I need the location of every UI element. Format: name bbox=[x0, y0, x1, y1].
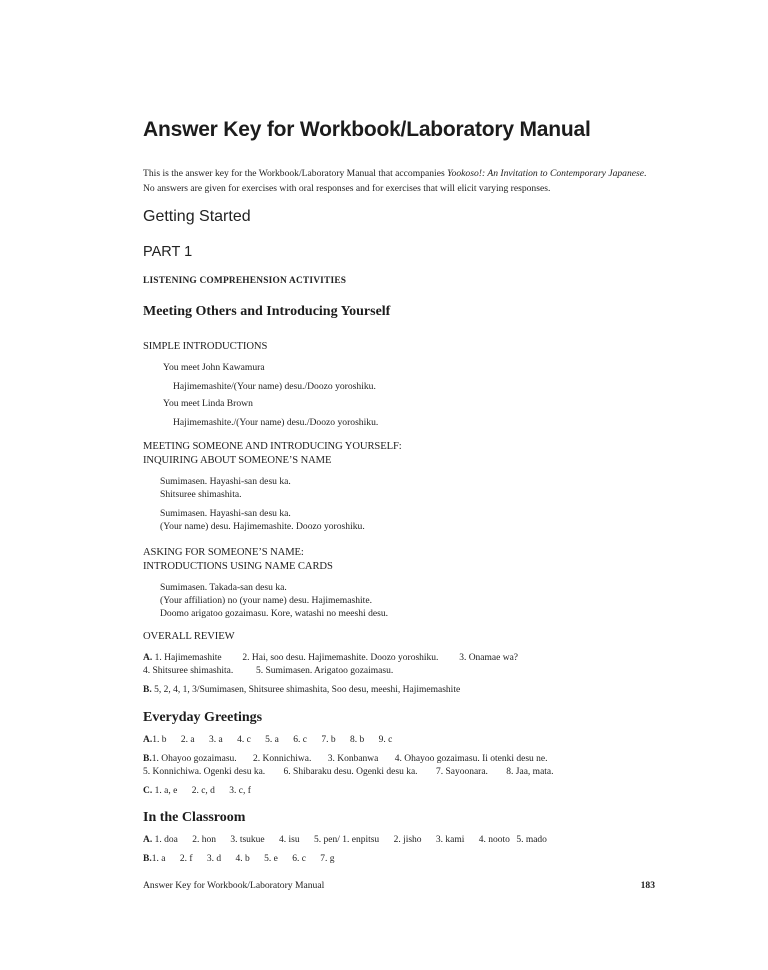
answer-label: A. bbox=[143, 835, 153, 845]
answer-item: 3. a bbox=[208, 735, 223, 745]
answer-item: 6. Shibaraku desu. Ogenki desu ka. bbox=[283, 767, 418, 777]
section-heading-greetings: Everyday Greetings bbox=[143, 710, 263, 725]
answer-item: 5. a bbox=[265, 735, 279, 745]
intro-text-1: This is the answer key for the Workbook/Laboratory Manual that accompanies bbox=[143, 168, 448, 179]
answer-line: Hajimemashite/(Your name) desu./Doozo yoroshiku. bbox=[173, 381, 376, 392]
answer-item: 1. b bbox=[152, 735, 167, 745]
overall-review-a-row2 bbox=[143, 665, 393, 678]
subheading-meeting-someone-1: MEETING SOMEONE AND INTRODUCING YOURSELF: bbox=[143, 441, 402, 452]
answer-item: 4. nooto bbox=[478, 835, 510, 845]
overall-review-b bbox=[143, 684, 460, 697]
prompt-line: You meet Linda Brown bbox=[163, 398, 253, 409]
answer-item: 5. Konnichiwa. Ogenki desu ka. bbox=[143, 767, 266, 777]
answer-line: (Your affiliation) no (your name) desu. Hajimemashite. bbox=[160, 595, 372, 606]
answer-item: 2. hon bbox=[192, 835, 216, 845]
intro-paragraph bbox=[143, 166, 658, 196]
answer-item: 2. Hai, soo desu. Hajimemashite. Doozo yoroshiku. bbox=[242, 653, 439, 663]
answer-item: 4. Shitsuree shimashita. bbox=[143, 666, 234, 676]
answer-item: 4. isu bbox=[279, 835, 300, 845]
answer-item: 1. doa bbox=[154, 835, 178, 845]
answer-item: 4. b bbox=[235, 854, 250, 864]
page-title: Answer Key for Workbook/Laboratory Manual bbox=[143, 118, 591, 141]
intro-text-2: . No answers are given for exercises with oral responses and for exercises that will elicit varying responses. bbox=[143, 168, 647, 194]
answer-label: B. bbox=[143, 754, 152, 764]
answer-line: Sumimasen. Hayashi-san desu ka. bbox=[160, 508, 291, 519]
answer-item: 1. Hajimemashite bbox=[154, 653, 222, 663]
answer-item: 8. b bbox=[349, 735, 365, 745]
answer-line: (Your name) desu. Hajimemashite. Doozo yoroshiku. bbox=[160, 521, 365, 532]
subheading-asking-name-1: ASKING FOR SOMEONE’S NAME: bbox=[143, 547, 304, 558]
answer-item: 2. c, d bbox=[191, 786, 215, 796]
subheading-overall-review: OVERALL REVIEW bbox=[143, 631, 235, 642]
subheading-simple-introductions: SIMPLE INTRODUCTIONS bbox=[143, 341, 268, 352]
answer-item: 2. jisho bbox=[393, 835, 422, 845]
answer-item: 5. e bbox=[264, 854, 278, 864]
chapter-heading: Getting Started bbox=[143, 208, 251, 225]
answer-item: 5. Sumimasen. Arigatoo gozaimasu. bbox=[256, 666, 394, 676]
answer-item: 9. c bbox=[378, 735, 393, 745]
answer-item: 2. Konnichiwa. bbox=[253, 754, 312, 764]
answer-line: Hajimemashite./(Your name) desu./Doozo yoroshiku. bbox=[173, 417, 379, 428]
classroom-b bbox=[143, 853, 335, 866]
greetings-b-row2 bbox=[143, 766, 554, 779]
page-number: 183 bbox=[640, 880, 655, 891]
answer-item: 8. Jaa, mata. bbox=[506, 767, 554, 777]
answer-label: A. bbox=[143, 735, 153, 745]
answer-item: 7. Sayoonara. bbox=[435, 767, 488, 777]
answer-item: 4. c bbox=[237, 735, 251, 745]
intro-book-title: Yookoso!: An Invitation to Contemporary Japanese bbox=[447, 168, 645, 179]
answer-item: 4. Ohayoo gozaimasu. Ii otenki desu ne. bbox=[394, 754, 548, 764]
answer-line: Sumimasen. Hayashi-san desu ka. bbox=[160, 476, 291, 487]
part-heading: PART 1 bbox=[143, 244, 193, 260]
answer-item: 1. a, e bbox=[154, 786, 178, 796]
answer-item: 2. f bbox=[179, 854, 193, 864]
section-heading-meeting: Meeting Others and Introducing Yourself bbox=[143, 304, 391, 319]
answer-item: 7. g bbox=[320, 854, 335, 864]
answer-line: Shitsuree shimashita. bbox=[160, 489, 242, 500]
document-page bbox=[143, 0, 655, 970]
answer-item: 5. pen/ 1. enpitsu bbox=[314, 835, 380, 845]
section-heading-classroom: In the Classroom bbox=[143, 810, 246, 825]
answer-item: 1. a bbox=[151, 854, 166, 864]
answer-label: B. bbox=[143, 685, 152, 695]
activity-heading: LISTENING COMPREHENSION ACTIVITIES bbox=[143, 276, 347, 286]
answer-text: 5, 2, 4, 1, 3/Sumimasen, Shitsuree shimashita, Soo desu, meeshi, Hajimemashite bbox=[154, 685, 461, 695]
prompt-line: You meet John Kawamura bbox=[163, 362, 265, 373]
answer-item: 6. c bbox=[292, 854, 306, 864]
answer-item: 3. tsukue bbox=[230, 835, 265, 845]
answer-label: C. bbox=[143, 786, 153, 796]
classroom-a bbox=[143, 834, 547, 847]
subheading-asking-name-2: INTRODUCTIONS USING NAME CARDS bbox=[143, 561, 333, 572]
answer-item: 2. a bbox=[180, 735, 195, 745]
answer-item: 7. b bbox=[321, 735, 336, 745]
answer-label: A. bbox=[143, 653, 153, 663]
subheading-meeting-someone-2: INQUIRING ABOUT SOMEONE’S NAME bbox=[143, 455, 332, 466]
greetings-b-row1 bbox=[143, 753, 548, 766]
running-title: Answer Key for Workbook/Laboratory Manual bbox=[143, 880, 325, 891]
answer-item: 3. kami bbox=[435, 835, 465, 845]
answer-item: 3. Konbanwa bbox=[327, 754, 379, 764]
answer-item: 6. c bbox=[293, 735, 307, 745]
answer-label: B. bbox=[143, 854, 152, 864]
answer-line: Doomo arigatoo gozaimasu. Kore, watashi no meeshi desu. bbox=[160, 608, 389, 619]
answer-line: Sumimasen. Takada-san desu ka. bbox=[160, 582, 287, 593]
overall-review-a-row1 bbox=[143, 652, 518, 665]
answer-item: 5. mado bbox=[516, 835, 547, 845]
greetings-c bbox=[143, 785, 251, 798]
greetings-a bbox=[143, 734, 392, 747]
answer-item: 3. d bbox=[206, 854, 222, 864]
answer-item: 3. Onamae wa? bbox=[459, 653, 519, 663]
answer-item: 1. Ohayoo gozaimasu. bbox=[151, 754, 237, 764]
answer-item: 3. c, f bbox=[229, 786, 251, 796]
